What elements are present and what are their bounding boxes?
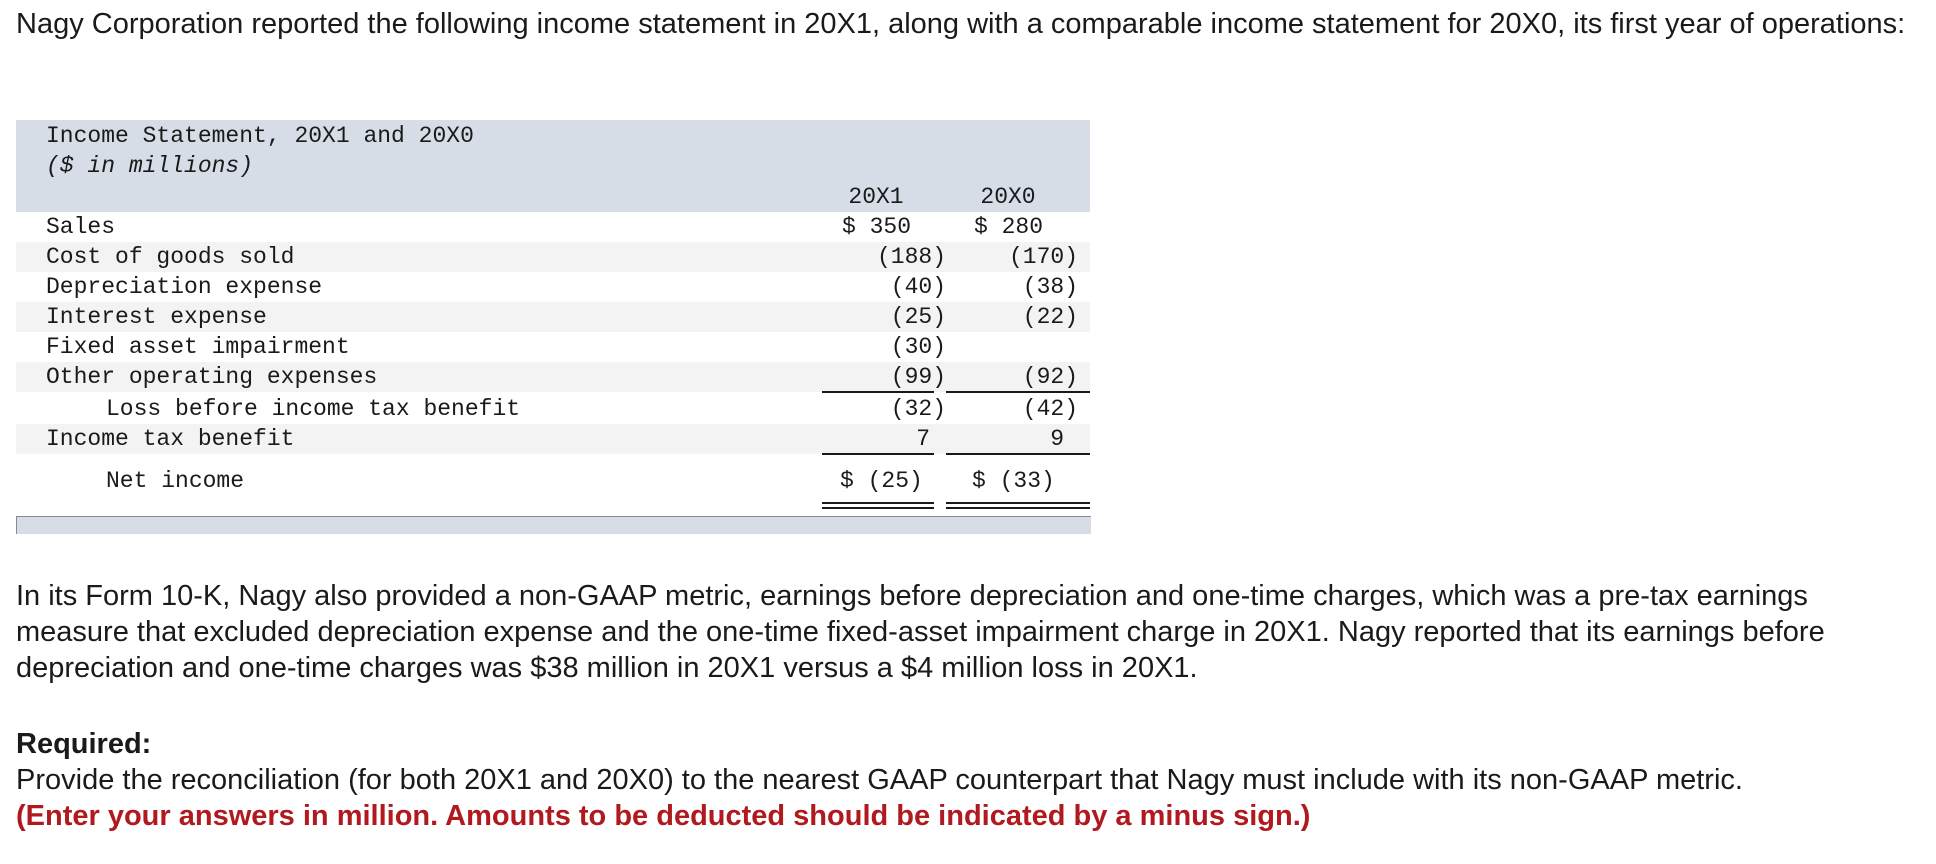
value-20x0: (38): [1022, 274, 1078, 300]
value-20x1: 7: [916, 426, 930, 452]
table-row-sales: [16, 212, 1090, 242]
required-text: Provide the reconciliation (for both 20X1 and 20X0) to the nearest GAAP counterpart that Nagy must include with its non-GAAP metric.: [16, 764, 1743, 796]
table-row-tax-benefit: [16, 424, 1090, 454]
table-row-loss-before-tax: [16, 394, 1090, 424]
value-20x1: (30): [890, 334, 946, 360]
value-20x0: $ (33): [972, 468, 1055, 494]
double-rule-top-20x0: [946, 502, 1090, 504]
value-20x0: $ 280: [974, 214, 1044, 240]
subtotal-rule-20x1: [822, 391, 934, 393]
value-20x0: (22): [1022, 304, 1078, 330]
value-20x0: (170): [1008, 244, 1078, 270]
row-label: Income tax benefit: [46, 426, 295, 452]
value-20x1: $ (25): [840, 468, 923, 494]
table-header-band: [16, 120, 1090, 212]
row-label: Net income: [106, 468, 245, 494]
double-rule-bottom-20x1: [822, 507, 934, 509]
total-rule-20x0: [946, 453, 1090, 455]
value-20x1: $ 350: [842, 214, 912, 240]
value-20x1: (32): [890, 396, 946, 422]
required-heading: Required:: [16, 728, 152, 760]
intro-text: Nagy Corporation reported the following income statement in 20X1, along with a comparable income statement for 20X0, its first year of operations:: [16, 8, 1906, 40]
value-20x1: (99): [890, 364, 946, 390]
subtotal-rule-20x0: [946, 391, 1090, 393]
column-header-20x0: 20X0: [958, 182, 1058, 212]
row-label: Interest expense: [46, 304, 267, 330]
row-label: Other operating expenses: [46, 364, 378, 390]
table-subtitle: ($ in millions): [46, 153, 254, 179]
value-20x1: (188): [876, 244, 946, 270]
table-row-interest: [16, 302, 1090, 332]
table-row-depreciation: [16, 272, 1090, 302]
value-20x1: (25): [890, 304, 946, 330]
value-20x0: (42): [1022, 396, 1078, 422]
row-label: Loss before income tax benefit: [106, 396, 521, 422]
table-footer-band: [16, 516, 1091, 534]
value-20x0: 9: [1050, 426, 1064, 452]
total-rule-20x1: [822, 453, 934, 455]
non-gaap-paragraph: In its Form 10-K, Nagy also provided a non-GAAP metric, earnings before depreciation and one-time charges, which was a pre-tax earnings measure that excluded depreciation expense and the one-time fixed-asset impairment charge in 20X1. Nagy reported that its earnings before depreciation and one-time charges was $38 million in 20X1 versus a $4 million loss in 20X1.: [16, 580, 1825, 684]
table-row-impairment: [16, 332, 1090, 362]
double-rule-bottom-20x0: [946, 507, 1090, 509]
row-label: Depreciation expense: [46, 274, 323, 300]
table-row-net-income: [16, 462, 1090, 500]
table-row-cogs: [16, 242, 1090, 272]
table-title: Income Statement, 20X1 and 20X0: [46, 123, 474, 149]
row-label: Sales: [46, 214, 116, 240]
required-instruction-note: (Enter your answers in million. Amounts to be deducted should be indicated by a minus sign.): [16, 800, 1311, 832]
row-label: Fixed asset impairment: [46, 334, 350, 360]
value-20x0: (92): [1022, 364, 1078, 390]
value-20x1: (40): [890, 274, 946, 300]
table-row-other-opex: [16, 362, 1090, 392]
income-statement-table: [16, 120, 1090, 535]
row-label: Cost of goods sold: [46, 244, 295, 270]
double-rule-top-20x1: [822, 502, 934, 504]
column-header-20x1: 20X1: [826, 182, 926, 212]
